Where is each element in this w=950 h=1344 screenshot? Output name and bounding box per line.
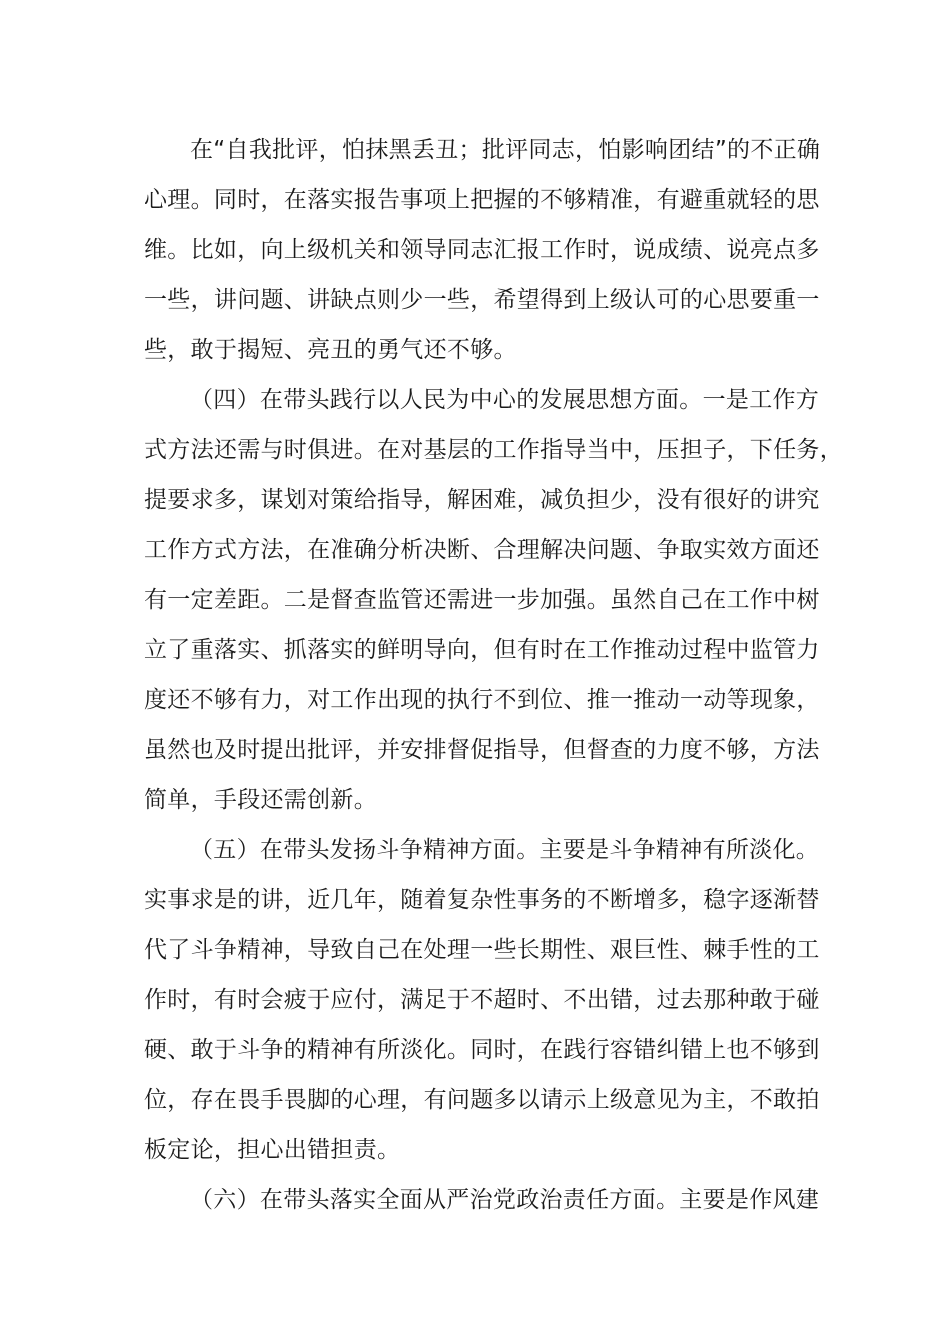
text-line: 硬、敢于斗争的精神有所淡化。同时，在践行容错纠错上也不够到	[144, 1037, 820, 1063]
text-line: 位，存在畏手畏脚的心理，有问题多以请示上级意见为主，不敢拍	[144, 1087, 820, 1113]
text-line: 维。比如，向上级机关和领导同志汇报工作时，说成绩、说亮点多	[144, 237, 820, 263]
text-line: 立了重落实、抓落实的鲜明导向，但有时在工作推动过程中监管力	[144, 637, 820, 663]
text-line: （五）在带头发扬斗争精神方面。主要是斗争精神有所淡化。	[190, 837, 820, 863]
text-line: 作时，有时会疲于应付，满足于不超时、不出错，过去那种敢于碰	[144, 987, 820, 1013]
text-line: 实事求是的讲，近几年，随着复杂性事务的不断增多，稳字逐渐替	[144, 887, 820, 913]
text-line: 有一定差距。二是督查监管还需进一步加强。虽然自己在工作中树	[144, 587, 820, 613]
text-line: 简单，手段还需创新。	[144, 787, 377, 813]
text-line: 些，敢于揭短、亮丑的勇气还不够。	[144, 337, 517, 363]
text-line: 一些，讲问题、讲缺点则少一些，希望得到上级认可的心思要重一	[144, 287, 820, 313]
text-line: 在“自我批评，怕抹黑丢丑；批评同志，怕影响团结”的不正确	[190, 137, 821, 163]
text-line: 工作方式方法，在准确分析决断、合理解决问题、争取实效方面还	[144, 537, 820, 563]
text-line: 虽然也及时提出批评，并安排督促指导，但督查的力度不够，方法	[144, 737, 820, 763]
text-line: （四）在带头践行以人民为中心的发展思想方面。一是工作方	[190, 387, 820, 413]
text-line: （六）在带头落实全面从严治党政治责任方面。主要是作风建	[190, 1187, 820, 1213]
text-line: 度还不够有力，对工作出现的执行不到位、推一推动一动等现象，	[144, 687, 820, 713]
text-line: 板定论，担心出错担责。	[144, 1137, 401, 1163]
text-line: 式方法还需与时俱进。在对基层的工作指导当中，压担子，下任务，	[144, 437, 843, 463]
text-line: 提要求多，谋划对策给指导，解困难，减负担少，没有很好的讲究	[144, 487, 820, 513]
text-line: 心理。同时，在落实报告事项上把握的不够精准，有避重就轻的思	[144, 187, 820, 213]
text-line: 代了斗争精神，导致自己在处理一些长期性、艰巨性、棘手性的工	[144, 937, 820, 963]
